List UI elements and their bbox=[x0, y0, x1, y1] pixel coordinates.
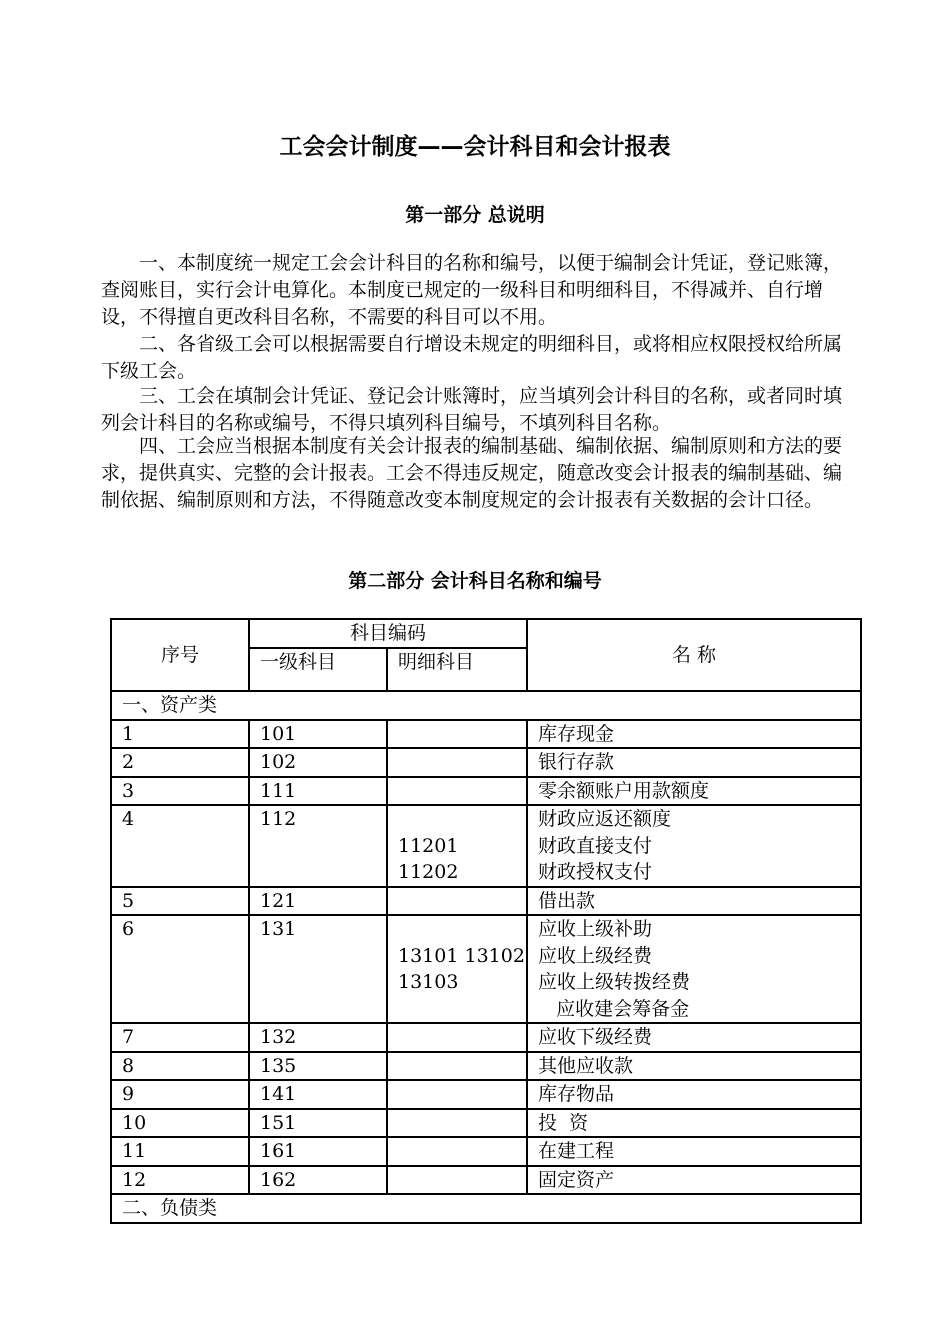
account-name: 其他应收款 bbox=[538, 1054, 634, 1077]
header-name: 名 称 bbox=[527, 619, 861, 691]
row-seq: 5 bbox=[111, 887, 249, 916]
row-level1-code: 141 bbox=[249, 1080, 387, 1109]
row-seq: 12 bbox=[111, 1166, 249, 1195]
document-title: 工会会计制度——会计科目和会计报表 bbox=[279, 134, 671, 160]
account-name: 应收上级转拨经费 bbox=[538, 971, 691, 993]
header-detail: 明细科目 bbox=[387, 648, 527, 691]
account-name: 零余额账户用款额度 bbox=[538, 779, 710, 802]
account-name: 财政应返还额度 bbox=[538, 808, 672, 830]
detail-code: 13103 bbox=[398, 971, 459, 993]
detail-code: 13101 13102 bbox=[398, 944, 525, 967]
account-name: 应收下级经费 bbox=[538, 1026, 653, 1048]
row-detail-codes bbox=[387, 748, 527, 777]
row-name bbox=[527, 1109, 861, 1138]
account-codes-table bbox=[110, 618, 862, 1224]
paragraph-2: 二、各省级工会可以根据需要自行增设未规定的明细科目，或将相应权限授权给所属下级工会。 bbox=[101, 333, 843, 382]
part2-heading: 第二部分 会计科目名称和编号 bbox=[348, 570, 602, 592]
table-row bbox=[111, 805, 861, 887]
paragraph-4: 四、工会应当根据本制度有关会计报表的编制基础、编制依据、编制原则和方法的要求，提供真实、完整的会计报表。工会不得违反规定，随意改变会计报表的编制基础、编制依据、编制原则和方法，不得随意改变本制度规定的会计报表有关数据的会计口径。 bbox=[101, 435, 843, 511]
row-seq: 4 bbox=[111, 805, 249, 887]
table-row bbox=[111, 720, 861, 749]
row-name bbox=[527, 887, 861, 916]
row-name bbox=[527, 1137, 861, 1166]
row-detail-codes bbox=[387, 777, 527, 806]
row-name bbox=[527, 720, 861, 749]
row-seq: 3 bbox=[111, 777, 249, 806]
row-seq: 6 bbox=[111, 915, 249, 1023]
row-detail-codes bbox=[387, 1109, 527, 1138]
table-row bbox=[111, 1137, 861, 1166]
row-detail-codes bbox=[387, 887, 527, 916]
table-row bbox=[111, 777, 861, 806]
detail-code: 11201 bbox=[398, 834, 459, 857]
row-detail-codes bbox=[387, 805, 527, 887]
row-name bbox=[527, 1166, 861, 1195]
table-row bbox=[111, 887, 861, 916]
paragraph-1: 一、本制度统一规定工会会计科目的名称和编号，以便于编制会计凭证，登记账簿，查阅账目，实行会计电算化。本制度已规定的一级科目和明细科目，不得减并、自行增设，不得擅自更改科目名称，不需要的科目可以不用。 bbox=[101, 252, 843, 328]
detail-code: 11202 bbox=[398, 861, 459, 883]
table-row bbox=[111, 748, 861, 777]
section-assets: 一、资产类 bbox=[111, 691, 861, 720]
part1-heading: 第一部分 总说明 bbox=[405, 204, 545, 226]
table-row bbox=[111, 1109, 861, 1138]
table-row bbox=[111, 1166, 861, 1195]
row-name bbox=[527, 748, 861, 777]
row-level1-code: 131 bbox=[249, 915, 387, 1023]
header-code: 科目编码 bbox=[249, 619, 527, 648]
row-name bbox=[527, 915, 861, 1023]
row-level1-code: 132 bbox=[249, 1023, 387, 1052]
table-row bbox=[111, 1052, 861, 1081]
row-level1-code: 112 bbox=[249, 805, 387, 887]
table-row bbox=[111, 915, 861, 1023]
row-detail-codes bbox=[387, 1052, 527, 1081]
row-seq: 7 bbox=[111, 1023, 249, 1052]
row-level1-code: 151 bbox=[249, 1109, 387, 1138]
row-detail-codes bbox=[387, 1023, 527, 1052]
row-level1-code: 102 bbox=[249, 748, 387, 777]
row-name bbox=[527, 1052, 861, 1081]
header-level1: 一级科目 bbox=[249, 648, 387, 691]
row-seq: 2 bbox=[111, 748, 249, 777]
row-detail-codes bbox=[387, 1137, 527, 1166]
table-row bbox=[111, 1023, 861, 1052]
account-name: 在建工程 bbox=[538, 1140, 615, 1162]
row-detail-codes bbox=[387, 915, 527, 1023]
row-detail-codes bbox=[387, 1080, 527, 1109]
row-seq: 10 bbox=[111, 1109, 249, 1138]
paragraph-3: 三、工会在填制会计凭证、登记会计账簿时，应当填列会计科目的名称，或者同时填列会计科目的名称或编号，不得只填列科目编号，不填列科目名称。 bbox=[101, 385, 843, 434]
row-name bbox=[527, 805, 861, 887]
account-name: 应收上级补助 bbox=[538, 918, 653, 940]
row-seq: 1 bbox=[111, 720, 249, 749]
row-detail-codes bbox=[387, 1166, 527, 1195]
row-level1-code: 161 bbox=[249, 1137, 387, 1166]
detail-code bbox=[398, 916, 516, 943]
row-detail-codes bbox=[387, 720, 527, 749]
account-name: 应收上级经费 bbox=[538, 944, 653, 967]
row-level1-code: 135 bbox=[249, 1052, 387, 1081]
row-name bbox=[527, 777, 861, 806]
account-name: 固定资产 bbox=[538, 1168, 615, 1191]
row-name bbox=[527, 1023, 861, 1052]
table-row bbox=[111, 1080, 861, 1109]
account-name: 库存物品 bbox=[538, 1083, 615, 1105]
row-seq: 9 bbox=[111, 1080, 249, 1109]
account-name: 财政授权支付 bbox=[538, 861, 653, 883]
row-level1-code: 162 bbox=[249, 1166, 387, 1195]
account-name: 投 资 bbox=[538, 1111, 589, 1134]
account-name: 库存现金 bbox=[538, 722, 615, 745]
row-seq: 11 bbox=[111, 1137, 249, 1166]
detail-code bbox=[398, 806, 516, 833]
account-name: 借出款 bbox=[538, 889, 596, 912]
row-level1-code: 121 bbox=[249, 887, 387, 916]
account-name: 银行存款 bbox=[538, 751, 615, 773]
row-level1-code: 111 bbox=[249, 777, 387, 806]
section-liabilities: 二、负债类 bbox=[111, 1194, 861, 1223]
header-seq: 序号 bbox=[111, 619, 249, 691]
row-name bbox=[527, 1080, 861, 1109]
account-name: 应收建会筹备金 bbox=[538, 997, 690, 1020]
account-name: 财政直接支付 bbox=[538, 834, 653, 857]
row-level1-code: 101 bbox=[249, 720, 387, 749]
row-seq: 8 bbox=[111, 1052, 249, 1081]
